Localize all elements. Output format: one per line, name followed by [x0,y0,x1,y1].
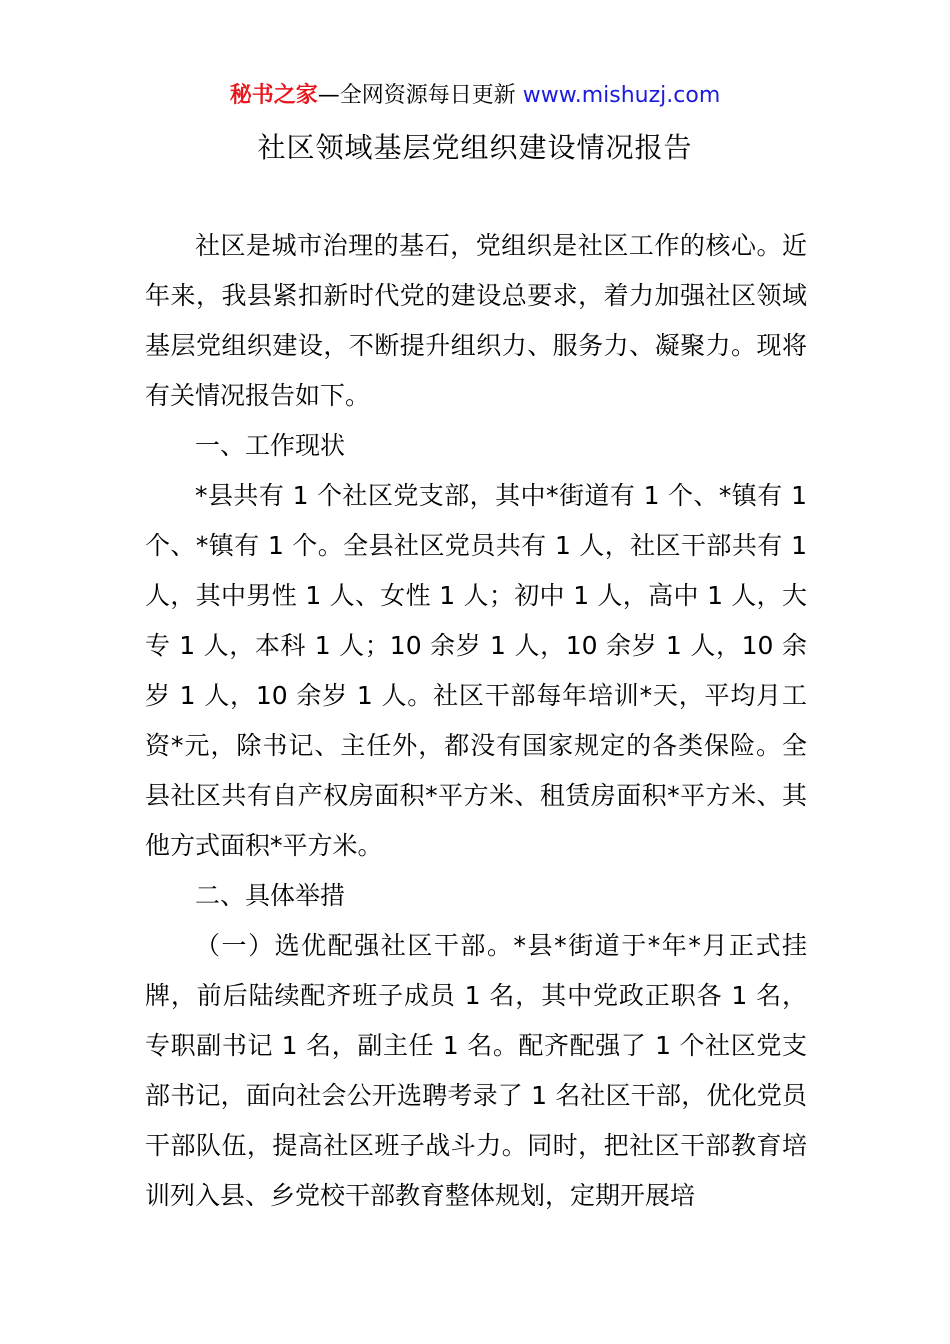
intro-paragraph: 社区是城市治理的基石，党组织是社区工作的核心。近年来，我县紧扣新时代党的建设总要求，着力加强社区领域基层党组织建设，不断提升组织力、服务力、凝聚力。现将有关情况报告如下。 [145,231,807,410]
measures-paragraph: （一）选优配强社区干部。*县*街道于*年*月正式挂牌，前后陆续配齐班子成员 1 名，其中党政正职各 1 名，专职副书记 1 名，副主任 1 名。配齐配强了 1 个社区党支部书记，面向社会公开选聘考录了 1 名社区干部，优化党员干部队伍，提高社区班子战斗力。同时，把社区干部教育培训列入县、乡党校干部教育整体规划，定期开展培 [145,931,807,1210]
header-tagline: —全网资源每日更新 [317,83,516,108]
section-heading-status: 一、工作现状 [195,431,346,460]
brand-name: 秘书之家 [229,83,318,108]
document-body [145,221,807,1221]
section-heading-measures: 二、具体举措 [195,881,346,910]
site-header [0,80,950,112]
document-title: 社区领域基层党组织建设情况报告 [257,131,693,164]
site-url-link[interactable]: www.mishuzj.com [522,83,721,108]
status-paragraph: *县共有 1 个社区党支部，其中*街道有 1 个、*镇有 1 个、*镇有 1 个。全县社区党员共有 1 人，社区干部共有 1 人，其中男性 1 人、女性 1 人；初中 1 人，高中 1 人，大专 1 人，本科 1 人；10 余岁 1 人，10 余岁 1 人，10 余岁 1 人，10 余岁 1 人。社区干部每年培训*天，平均月工资*元，除书记、主任外，都没有国家规定的各类保险。全县社区共有自产权房面积*平方米、租赁房面积*平方米、其他方式面积*平方米。 [145,481,807,860]
